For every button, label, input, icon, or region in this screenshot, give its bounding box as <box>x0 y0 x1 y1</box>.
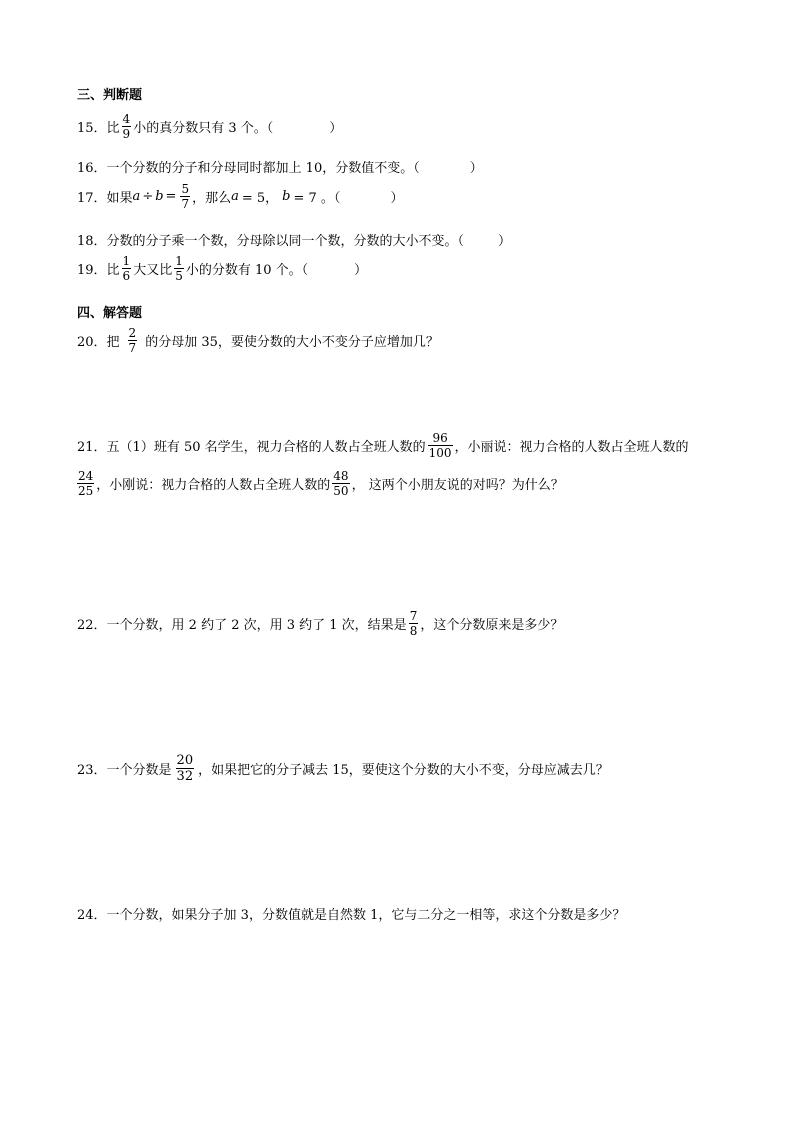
q17-denominator: 7 <box>181 197 190 211</box>
q17-prefix: 17．如果 <box>77 191 133 206</box>
q23-numerator: 20 <box>176 753 194 768</box>
q17-then: ，那么 <box>192 191 232 206</box>
q21-numerator-3: 48 <box>333 469 349 483</box>
question-21 <box>77 432 689 459</box>
q17-var-b: b <box>155 189 164 204</box>
question-21-line-2 <box>77 470 564 497</box>
q19-numerator-1: 1 <box>122 254 131 268</box>
q17-b-value: = 7 。（ <box>293 191 341 206</box>
q21-denominator-2: 25 <box>78 484 94 498</box>
question-18 <box>77 230 511 249</box>
q21-fraction-3 <box>332 470 349 497</box>
q20-numerator: 2 <box>128 326 137 340</box>
q15-close-paren: ） <box>329 121 343 136</box>
q19-denominator-2: 5 <box>175 269 183 283</box>
q17-var-a-2: a <box>231 189 239 204</box>
q17-divide-sign: ÷ <box>142 189 154 204</box>
q17-fraction <box>180 183 190 210</box>
question-24 <box>77 904 625 923</box>
q21-xiaoli: ，小丽说：视力合格的人数占全班人数的 <box>454 440 689 455</box>
q22-fraction <box>409 610 419 637</box>
q21-denominator-3: 50 <box>333 484 349 498</box>
q19-middle: 大又比 <box>133 263 173 278</box>
q23-text: ，如果把它的分子减去 15，要使这个分数的大小不变，分母应减去几？ <box>198 763 609 778</box>
q21-xiaogang: ，小刚说：视力合格的人数占全班人数的 <box>96 478 331 493</box>
question-19 <box>77 255 367 282</box>
q23-denominator: 32 <box>176 769 194 784</box>
q19-close-paren: ） <box>354 263 368 278</box>
q17-var-b-2: b <box>282 189 291 204</box>
q15-text: 小的真分数只有 3 个。（ <box>133 121 274 136</box>
q15-numerator: 4 <box>122 112 131 126</box>
q22-numerator: 7 <box>409 609 418 623</box>
q17-a-value: = 5， <box>241 191 279 206</box>
q21-numerator-2: 24 <box>78 469 94 483</box>
section-heading-solution: 四、解答题 <box>77 306 143 321</box>
q20-prefix: 20．把 <box>77 335 120 350</box>
q17-numerator: 5 <box>181 182 190 196</box>
q22-prefix: 22．一个分数，用 2 约了 2 次，用 3 约了 1 次，结果是 <box>77 618 407 633</box>
q19-prefix: 19．比 <box>77 263 120 278</box>
question-16 <box>77 157 483 176</box>
q20-denominator: 7 <box>128 341 137 355</box>
q15-fraction <box>122 113 132 140</box>
q21-fraction-2 <box>77 470 94 497</box>
q19-fraction-1 <box>122 255 132 282</box>
question-22 <box>77 610 563 637</box>
q19-denominator-1: 6 <box>122 269 131 283</box>
q21-question: ， 这两个小朋友说的对吗？为什么？ <box>351 478 564 493</box>
q15-denominator: 9 <box>122 127 131 141</box>
q22-text: ，这个分数原来是多少？ <box>420 618 564 633</box>
q17-equals-sign: = <box>165 189 177 204</box>
q20-fraction <box>128 327 138 354</box>
q23-fraction <box>176 754 195 783</box>
q18-text: 18．分数的分子乘一个数，分母除以同一个数，分数的大小不变。（ <box>77 234 465 249</box>
q21-prefix: 21．五（1）班有 50 名学生，视力合格的人数占全班人数的 <box>77 440 426 455</box>
section-heading-judgment: 三、判断题 <box>77 88 143 103</box>
q19-fraction-2 <box>174 255 184 282</box>
q21-numerator-1: 96 <box>432 431 448 445</box>
q18-close-paren: ） <box>498 234 512 249</box>
q19-text: 小的分数有 10 个。（ <box>185 263 309 278</box>
q21-fraction-1 <box>428 432 453 459</box>
question-15 <box>77 113 342 140</box>
q23-prefix: 23．一个分数是 <box>77 763 172 778</box>
q20-text: 的分母加 35，要使分数的大小不变分子应增加几？ <box>145 335 439 350</box>
q21-denominator-1: 100 <box>428 446 452 460</box>
q22-denominator: 8 <box>409 624 418 638</box>
q17-var-a: a <box>132 189 141 204</box>
q19-numerator-2: 1 <box>175 254 183 268</box>
q16-text: 16．一个分数的分子和分母同时都加上 10，分数值不变。（ <box>77 161 420 176</box>
question-17 <box>77 183 403 210</box>
q24-text: 24．一个分数，如果分子加 3，分数值就是自然数 1，它与二分之一相等，求这个分数是多少？ <box>77 908 626 923</box>
q17-close-paren: ） <box>390 191 404 206</box>
q15-prefix: 15．比 <box>77 121 120 136</box>
q16-close-paren: ） <box>469 161 483 176</box>
question-23 <box>77 754 609 783</box>
question-20 <box>77 327 439 354</box>
